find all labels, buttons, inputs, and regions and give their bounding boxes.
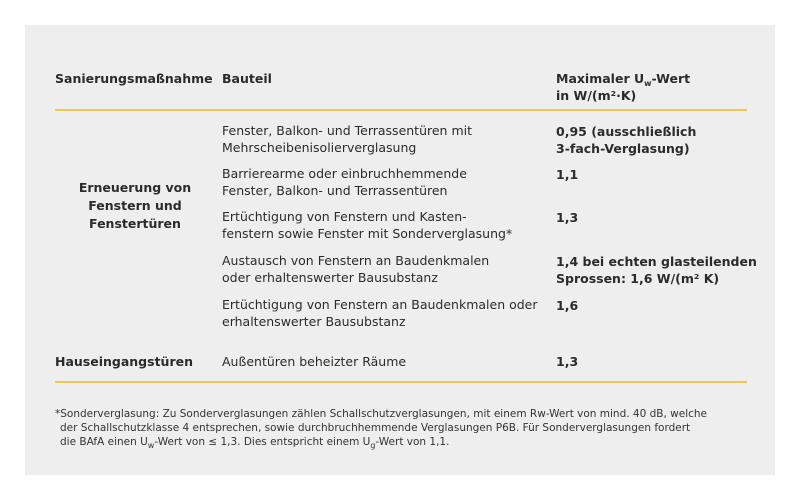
table-row-wert [556, 209, 578, 226]
header-unit: in W/(m²·K) [556, 88, 637, 103]
bauteil-line: Austausch von Fenstern an Baudenkmalen [222, 253, 490, 268]
group-windows-line1: Erneuerung von [78, 180, 192, 195]
table-row-wert [556, 166, 578, 183]
bauteil-line: erhaltenswerter Bausubstanz [222, 314, 406, 329]
group-windows-line2: Fenstern und [88, 198, 182, 213]
wert-line: 1,1 [556, 167, 579, 182]
table-row-wert [556, 297, 578, 314]
wert-line: 1,6 [556, 298, 579, 313]
footnote-text: die BAfA einen U [60, 436, 148, 448]
table-row-bauteil [222, 122, 472, 156]
table-row-bauteil [222, 252, 489, 286]
header-bauteil: Bauteil [222, 71, 272, 86]
footnote-line1: *Sonderverglasung: Zu Sonderverglasungen zählen Schallschutzverglasungen, mit einem Rw-Wert von mind. 40 dB, welche [55, 408, 708, 420]
bauteil-line: Barrierearme oder einbruchhemmende [222, 166, 467, 181]
wert-line: 3-fach-Verglasung) [556, 141, 690, 156]
bauteil-line: Ertüchtigung von Fenstern und Kasten- [222, 209, 467, 224]
table-row-bauteil [222, 165, 467, 199]
table-row-wert [556, 253, 757, 287]
wert-line: 1,4 bei echten glasteilenden [556, 254, 757, 269]
bauteil-line: Fenster, Balkon- und Terrassentüren [222, 183, 448, 198]
wert-line: 1,3 [556, 210, 579, 225]
header-uw-suffix: -Wert [651, 71, 691, 86]
bauteil-line: Ertüchtigung von Fenstern an Baudenkmalen oder [222, 297, 538, 312]
header-max-uw-wert [556, 70, 690, 104]
bottom-rule [55, 381, 747, 383]
header-rule [55, 109, 747, 111]
footnote-sub: w [147, 441, 155, 450]
bauteil-line: oder erhaltenswerter Bausubstanz [222, 270, 438, 285]
footnote-sub: g [370, 441, 376, 450]
table-row-bauteil [222, 208, 512, 242]
table-row-bauteil [222, 296, 538, 330]
footnote-line3 [55, 436, 449, 448]
footnote [55, 407, 707, 449]
footnote-text: -Wert von 1,1. [375, 436, 450, 448]
header-uw-prefix: Maximaler U [556, 71, 645, 86]
bauteil-line: Mehrscheibenisolierverglasung [222, 140, 417, 155]
wert-line: 0,95 (ausschließlich [556, 124, 697, 139]
doors-wert: 1,3 [556, 354, 579, 369]
bauteil-line: fenstern sowie Fenster mit Sonderverglasung* [222, 226, 513, 241]
header-sanierungsmassnahme: Sanierungsmaßnahme [55, 71, 213, 86]
group-windows-line3: Fenstertüren [89, 216, 181, 231]
header-uw-sub: w [644, 79, 652, 88]
doors-bauteil: Außentüren beheizter Räume [222, 354, 407, 369]
bauteil-line: Fenster, Balkon- und Terrassentüren mit [222, 123, 472, 138]
footnote-text: -Wert von ≤ 1,3. Dies entspricht einem U [154, 436, 371, 448]
table-row-wert [556, 123, 696, 157]
group-label-doors: Hauseingangstüren [55, 354, 193, 369]
wert-line: Sprossen: 1,6 W/(m² K) [556, 271, 720, 286]
group-label-windows [60, 179, 210, 233]
footnote-line2: der Schallschutzklasse 4 entsprechen, sowie durchbruchhemmende Verglasungen P6B. Für Sonderverglasungen fordert [60, 422, 691, 434]
